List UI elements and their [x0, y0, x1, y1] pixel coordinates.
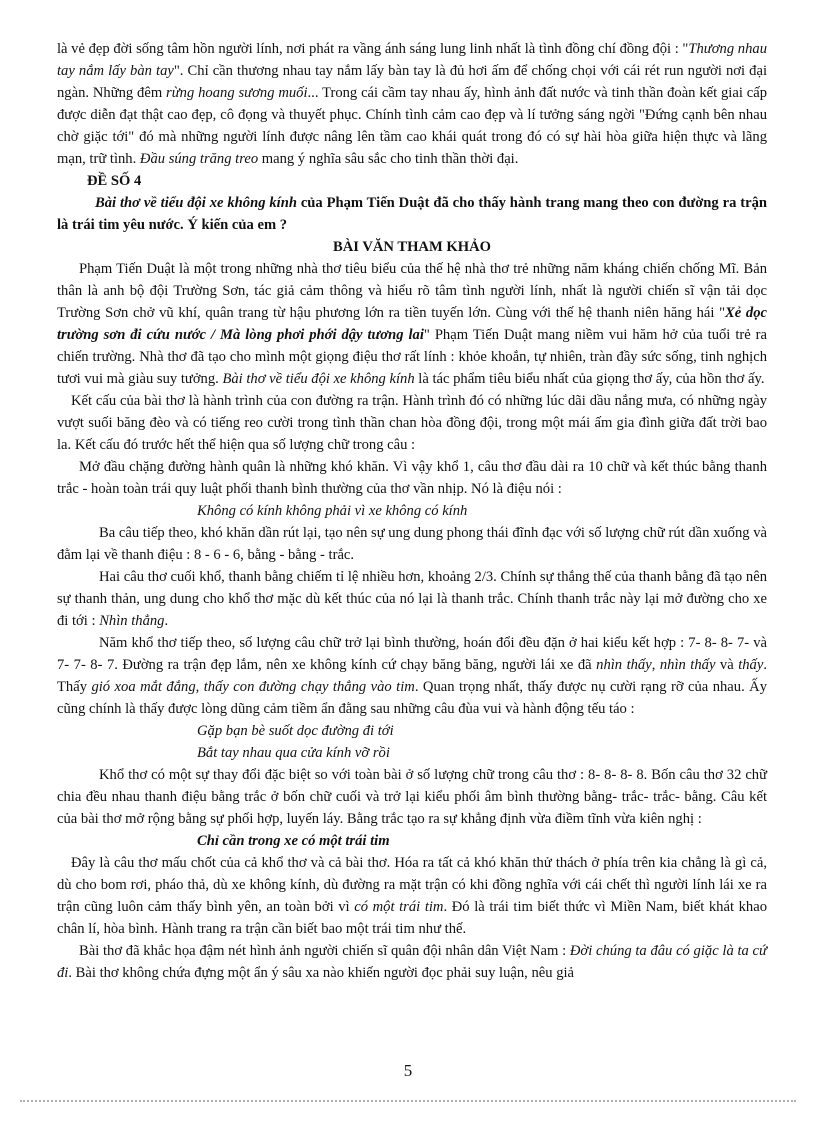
quote: Xẻ dọc trường sơn đi cứu nước / Mà lòng phơi phới dậy tương lai	[57, 305, 767, 343]
text: Bài thơ đã khắc họa đậm nét hình ảnh người chiến sĩ quân đội nhân dân Việt Nam :	[79, 943, 570, 959]
text: Năm khổ thơ tiếp theo, số lượng câu chữ trở lại bình thường, hoán đổi đều đặn ở hai kiểu kết hợp : 7- 8- 8- 7- và 7- 7- 8- 7. Đường ra trận đẹp lắm, nên xe không kính cứ chạy băng băng, người lái xe đã	[57, 635, 767, 673]
quote: Đời chúng ta đâu có giặc là ta cứ đi	[57, 943, 767, 981]
paragraph-9	[57, 852, 767, 940]
paragraph-3: Kết cấu của bài thơ là hành trình của con đường ra trận. Hành trình đó có những lúc dãi dầu nắng mưa, có những ngày vượt suối băng đèo và có tiếng reo cười trong tình thần chan hòa đồng đội, trong một mái ấm gia đình giữa đất trời bao la. Kết cấu đó trước hết thể hiện qua số lượng chữ trong câu :	[57, 393, 767, 453]
text: ... Trong cái cầm tay nhau ấy, hình ảnh đất nước và tinh thần đoàn kết giai cấp được diễn đạt thật cao đẹp, cô đọng và thuyết phục. Chính tình cảm cao đẹp và lí tưởng sáng ngời "Đứng cạnh bên nhau chờ giặc tới" đó mà những người lính được nâng lên tầm cao khái quát trong đó có sự hài hòa giữa hiện thực và lãng mạn, trữ tình.	[57, 85, 767, 167]
quote: có một trái tim	[354, 899, 444, 915]
verse-line-3: Bắt tay nhau qua cửa kính vỡ rồi	[197, 745, 390, 761]
paragraph-7	[57, 632, 767, 720]
text: . Thấy	[57, 657, 767, 695]
text: là tác phẩm tiêu biểu nhất của giọng thơ ấy, của hồn thơ ấy.	[414, 371, 765, 387]
text: Đây là câu thơ mấu chốt của cả khổ thơ và cả bài thơ. Hóa ra tất cả khó khăn thử thách ở phía trên kia chẳng là gì cả, dù cho bom rơi, pháo thả, dù xe không kính, dù đường ra mặt trận có khi đồng nghĩa với cái chết thì người lính lái xe ra trận cũng luôn cảm thấy bình yên, an toàn bởi vì	[57, 855, 767, 915]
paragraph-8: Khổ thơ có một sự thay đổi đặc biệt so với toàn bài ở số lượng chữ trong câu thơ : 8- 8- 8- 8. Bốn câu thơ 32 chữ chia đều nhau thanh điệu bằng trắc ở bốn chữ cuối và trở lại kiểu phối âm bình thường bằng- trắc- trắc- bằng. Câu kết của bài thơ mở rộng bằng sự phối hợp, luyến láy. Bằng trắc tạo ra sự khẳng định vừa điềm tĩnh vừa kiên nghị :	[57, 767, 767, 827]
text: Hai câu thơ cuối khổ, thanh bằng chiếm tỉ lệ nhiều hơn, khoảng 2/3. Chính sự thắng thế của thanh bằng đã tạo nên sự thanh thản, ung dung cho khổ thơ mặc dù kết thúc của nó lại là thanh trắc. Chính thanh trắc này lại mở đường cho xe đi tới :	[57, 569, 767, 629]
exam-number: ĐỀ SỐ 4	[87, 173, 142, 189]
quote: Bài thơ về tiểu đội xe không kính	[222, 371, 415, 387]
paragraph-4: Mở đầu chặng đường hành quân là những khó khăn. Vì vậy khổ 1, câu thơ đầu dài ra 10 chữ và kết thúc bằng thanh trắc - hoàn toàn trái quy luật phối thanh bình thường của thơ vần nhịp. Nó là điệu nói :	[57, 459, 767, 497]
verse-line-1: Không có kính không phải vì xe không có kính	[197, 503, 468, 519]
page-number: 5	[403, 1061, 413, 1080]
paragraph-5: Ba câu tiếp theo, khó khăn dần rút lại, tạo nên sự ung dung phong thái đĩnh đạc với số lượng chữ rút dần xuống và đằm lại về thanh điệu : 8 - 6 - 6, bằng - bằng - trắc.	[57, 525, 767, 563]
text: Phạm Tiến Duật là một trong những nhà thơ tiêu biểu của thế hệ nhà thơ trẻ những năm kháng chiến chống Mĩ. Bản thân là anh bộ đội Trường Sơn, tác giả cảm thông và hiểu rõ tâm tình người lính, nhất là người chiến sĩ vận tải dọc Trường Sơn chở vũ khí, quân trang từ hậu phương lớn ra tiền tuyến lớn. Cùng với thế hệ thanh niên hăng hái "	[57, 261, 767, 321]
paragraph-6	[57, 566, 767, 632]
text: . Đó là trái tim biết thức vì Miền Nam, biết khát khao chân lí, hòa bình. Hành trang ra trận cần biết bao một trái tim như thế.	[57, 899, 767, 937]
paragraph-1	[57, 38, 767, 170]
text: " Phạm Tiến Duật mang niềm vui hăm hở của tuổi trẻ ra chiến trường. Nhà thơ đã tạo cho mình một giọng điệu thơ rất lính : khỏe khoắn, tự nhiên, tràn đầy sức sống, tinh nghịch tươi vui mà giàu suy tưởng.	[57, 327, 767, 387]
quote: Thương nhau tay nắm lấy bàn tay	[57, 41, 767, 79]
paragraph-10	[57, 940, 767, 984]
verse-line-4: Chỉ cần trong xe có một trái tim	[197, 833, 390, 849]
quote: nhìn thấy	[659, 657, 716, 673]
quote: rừng hoang sương muối	[166, 85, 308, 101]
page-content	[57, 38, 767, 984]
text: là vẻ đẹp đời sống tâm hồn người lính, nơi phát ra vầng ánh sáng lung linh nhất là tình đồng chí đồng đội : "	[57, 41, 689, 57]
poem-title: Bài thơ về tiểu đội xe không kính	[95, 195, 297, 211]
paragraph-2	[57, 258, 767, 390]
quote: Đầu súng trăng treo	[139, 151, 259, 167]
text: ". Chỉ cần thương nhau tay nắm lấy bàn tay là đủ hơi ấm để chống chọi với cái rét run người nơi đại ngàn. Những đêm	[57, 63, 767, 101]
quote: gió xoa mắt đắng, thấy con đường chạy thẳng vào tim	[91, 679, 415, 695]
quote: Nhìn thẳng	[99, 613, 165, 629]
text: . Quan trọng nhất, thấy được nụ cười rạng rỡ của nhau. Ấy cũng chính là thấy được lòng dũng cảm tiềm ẩn đằng sau những câu đùa vui và hành động tếu táo :	[57, 679, 768, 717]
text: và	[715, 657, 739, 673]
section-heading: BÀI VĂN THAM KHẢO	[333, 239, 491, 255]
text: . Bài thơ không chứa đựng một ẩn ý sâu xa nào khiến người đọc phải suy luận, nêu giả	[68, 965, 575, 981]
text: ,	[651, 657, 660, 673]
footer-divider	[20, 1100, 796, 1102]
text: của Phạm Tiến Duật đã cho thấy hành trang mang theo con đường ra trận là trái tim yêu nước. Ý kiến của em ?	[57, 195, 767, 233]
quote: nhìn thấy	[596, 657, 652, 673]
verse-line-2: Gặp bạn bè suốt dọc đường đi tới	[197, 723, 394, 739]
exam-question	[57, 192, 767, 236]
text: .	[164, 613, 169, 629]
text: mang ý nghĩa sâu sắc cho tinh thần thời đại.	[258, 151, 519, 167]
quote: thấy	[738, 657, 764, 673]
